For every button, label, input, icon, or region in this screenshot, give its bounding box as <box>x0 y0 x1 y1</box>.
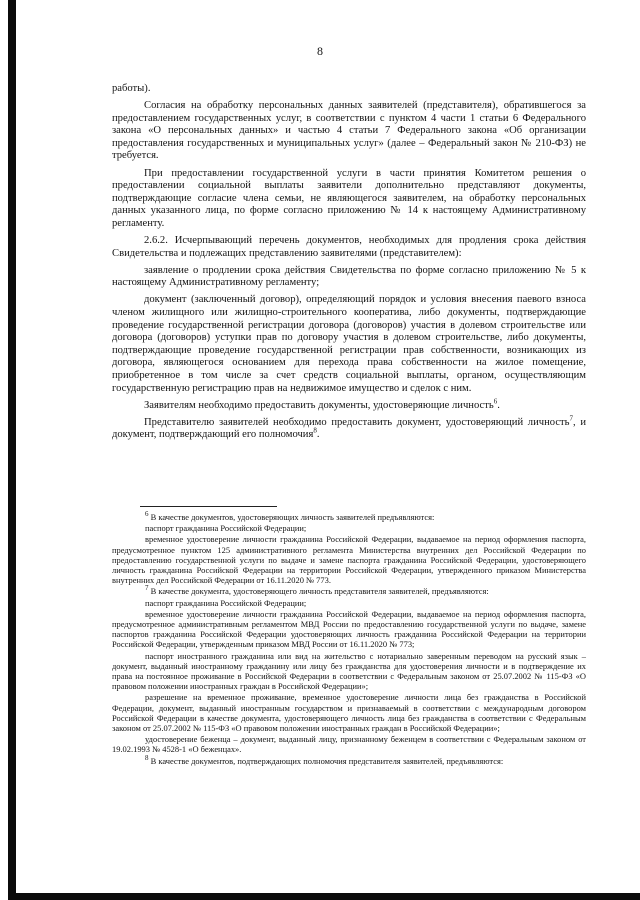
footnote-item: паспорт гражданина Российской Федерации; <box>145 523 307 534</box>
paragraph-text: , и документ, подтверждающий его полномочия <box>112 416 586 441</box>
footnote-ref-6[interactable]: 6 <box>493 397 498 406</box>
footnotes <box>112 512 586 767</box>
footnote-item: временное удостоверение личности гражданина Российской Федерации, выдаваемое на период оформления паспорта, предусмотренное пунктом 125 административного регламента Министерства внутренних дел Российской Федерации по предоставлению государственной услуги по выдаче и замене паспорта гражданина Российской Федерации, удостоверяющего личность гражданина Российской Федерации на территории Российской Федерации, утвержденного приказом Министерства внутренних дел Российской Федерации от 16.11.2020 № 773. <box>112 534 586 586</box>
scan-left-edge <box>8 0 16 900</box>
scan-bottom-edge <box>16 893 640 900</box>
footnote-mark: 7 <box>145 584 149 593</box>
footnote-text: В качестве документов, удостоверяющих личность заявителей предъявляются: <box>148 512 435 522</box>
paragraph <box>112 414 586 442</box>
paragraph: заявление о продлении срока действия Свидетельства по форме согласно приложению № 5 к настоящему Административному регламенту; <box>112 264 586 289</box>
footnote-6 <box>112 512 586 522</box>
paragraph-end: . <box>497 399 500 411</box>
page-number: 8 <box>317 44 323 58</box>
footnote-item: паспорт иностранного гражданина или вид на жительство с нотариально заверенным переводом на русский язык – документ, выданный иностранному гражданину или лицу без гражданства для удостоверения личности и в подтверждение их права на постоянное проживание в Российской Федерации в соответствии с Федеральным законом от 25.07.2002 № 115-ФЗ «О правовом положении иностранных граждан в Российской Федерации»; <box>112 650 586 692</box>
footnote-7 <box>112 586 586 596</box>
footnote-ref-7[interactable]: 7 <box>569 414 573 423</box>
footnote-item: временное удостоверение личности гражданина Российской Федерации, выдаваемое на период оформления паспорта, предусмотренное административным регламентом МВД России по предоставлению государственной услуги по выдаче, замене паспортов гражданина Российской Федерации удостоверяющих личность гражданина Российской Федерации на территории Российской Федерации, утвержденным приказом МВД России от 16.11.2020 № 773; <box>112 608 586 650</box>
footnote-item: паспорт гражданина Российской Федерации; <box>145 597 307 608</box>
paragraph <box>112 397 586 413</box>
paragraph: 2.6.2. Исчерпывающий перечень документов, необходимых для продления срока действия Свидетельства и подлежащих представлению заявителями (представителем): <box>112 235 586 259</box>
footnote-divider <box>140 506 277 507</box>
footnote-text: В качестве документов, подтверждающих полномочия представителя заявителей, предъявляются: <box>148 755 504 766</box>
paragraph: документ (заключенный договор), определяющий порядок и условия внесения паевого взноса членом жилищного или жилищно-строительного кооператива, либо документы, подтверждающие проведение государственной регистрации договора (договоров) участия в долевом строительстве или договора (договоров) уступки прав по договору участия в долевом строительстве, либо документы, подтверждающие проведение государственной регистрации прав собственности, возникающих из договора, являющегося основанием для перехода права собственности на жилое помещение, приобретенное в том числе за счет средств социальной выплаты, органом, осуществляющим государственную регистрацию прав на недвижимое имущество и сделок с ним. <box>112 294 586 394</box>
footnote-item: разрешение на временное проживание, временное удостоверение личности лица без гражданства в Российской Федерации, документ, выданный иностранным государством и признаваемый в соответствии с международным договором Российской Федерации в качестве документа, удостоверяющего личность лица без гражданства в соответствии с Федеральным законом от 25.07.2002 № 115-ФЗ «О правовом положении иностранных граждан в Российской Федерации»; <box>112 692 586 734</box>
paragraph-end: . <box>316 429 320 441</box>
main-text <box>112 83 586 446</box>
footnote-text: В качестве документа, удостоверяющего личность представителя заявителей, предъявляются: <box>148 586 489 597</box>
paragraph: работы). <box>112 83 151 94</box>
footnote-mark: 8 <box>145 753 149 762</box>
footnote-item: удостоверение беженца – документ, выданный лицу, признанному беженцем в соответствии с Федеральным законом от 19.02.1993 № 4528-1 «О беженцах». <box>112 734 586 755</box>
footnote-8 <box>112 753 586 766</box>
paragraph: При предоставлении государственной услуги в части принятия Комитетом решения о предоставлении социальной выплаты заявители дополнительно представляют документы, подтверждающие согласие члена семьи, не являющегося заявителем, на обработку персональных данных указанного лица, по форме согласно приложению № 14 к настоящему Административному регламенту. <box>112 167 586 229</box>
paragraph-text: Заявителям необходимо предоставить документы, удостоверяющие личность <box>144 399 494 411</box>
footnote-ref-8[interactable]: 8 <box>313 426 317 435</box>
footnote-mark: 6 <box>145 510 149 519</box>
paragraph: Согласия на обработку персональных данных заявителей (представителя), обратившегося за предоставлением государственных услуг, в соответствии с пунктом 4 части 1 статьи 6 Федерального закона «О персональных данных» и частью 4 статьи 7 Федерального закона «Об организации предоставления государственных и муниципальных услуг» (далее – Федеральный закон № 210-ФЗ) не требуется. <box>112 100 586 162</box>
paragraph-text: Представителю заявителей необходимо предоставить документ, удостоверяющий личность <box>144 416 570 428</box>
